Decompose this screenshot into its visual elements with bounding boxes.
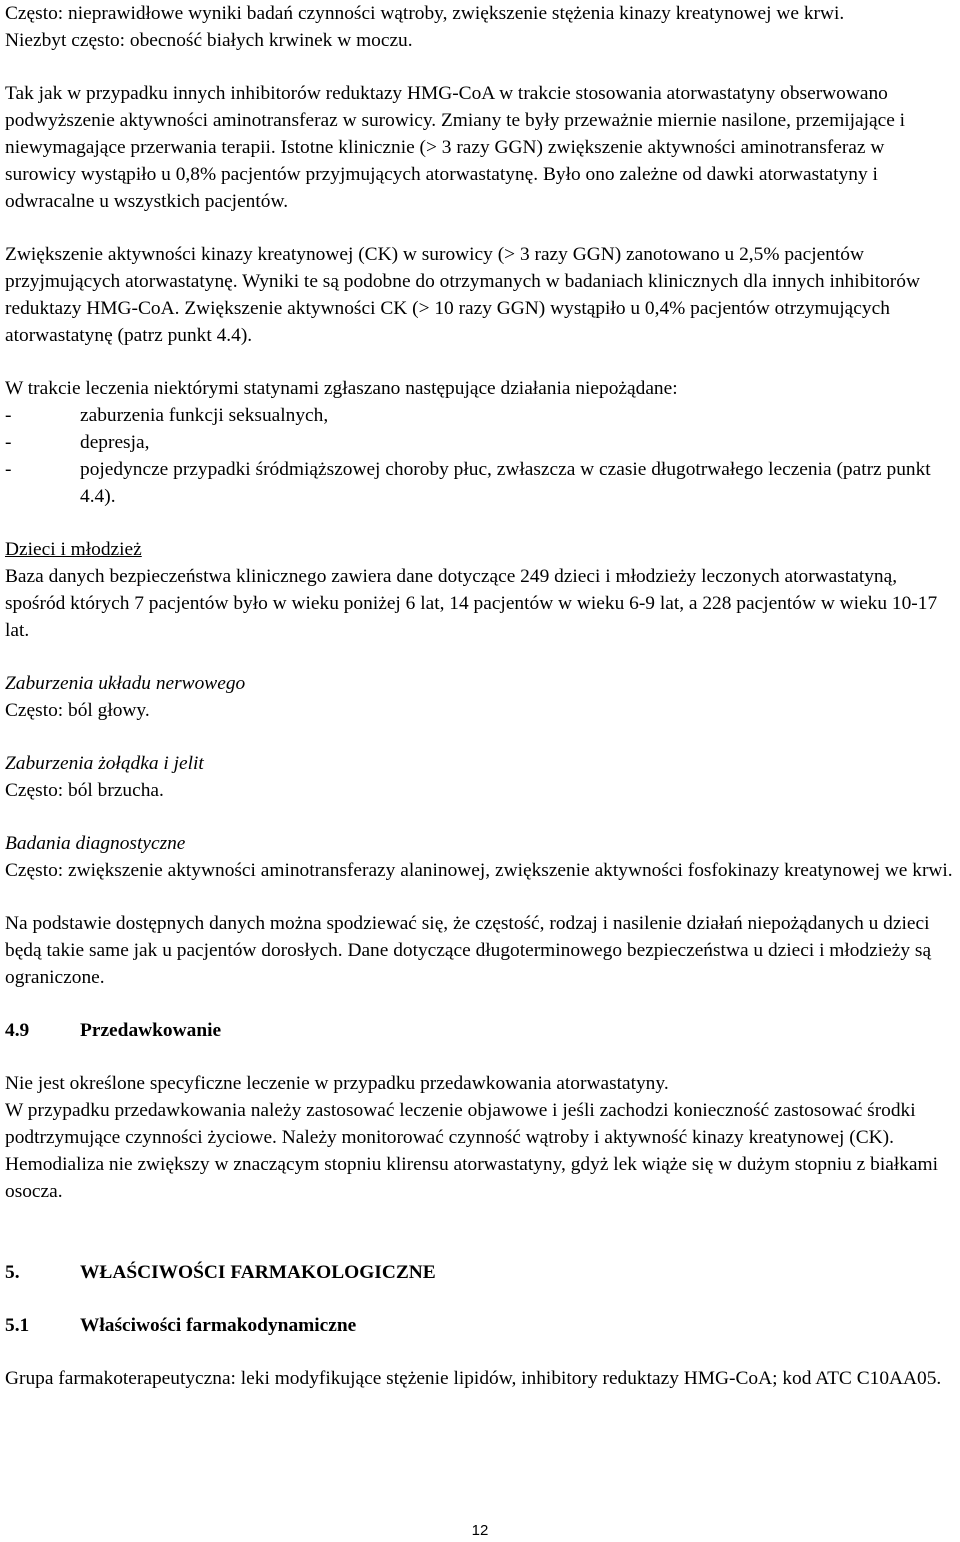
section-5-heading xyxy=(5,1259,955,1286)
section-number: 5. xyxy=(5,1262,20,1283)
diagnostics-text: Często: zwiększenie aktywności aminotransferazy alaninowej, zwiększenie aktywności fosfokinazy kreatynowej we krwi. xyxy=(5,860,953,881)
document-page xyxy=(5,0,955,1392)
section-title: Przedawkowanie xyxy=(80,1020,222,1041)
gastro-text: Często: ból brzucha. xyxy=(5,780,164,801)
list-dash: - xyxy=(5,432,12,453)
intro-line-leukocytes: Niezbyt często: obecność białych krwinek w moczu. xyxy=(5,30,413,51)
list-item xyxy=(5,429,955,456)
section-5-1-heading xyxy=(5,1312,955,1339)
overdose-line: Nie jest określone specyficzne leczenie w przypadku przedawkowania atorwastatyny. xyxy=(5,1073,669,1094)
list-item-text: pojedyncze przypadki śródmiąższowej choroby płuc, zwłaszcza w czasie długotrwałego leczenia (patrz punkt 4.4). xyxy=(80,459,931,507)
gastro-heading: Zaburzenia żołądka i jelit xyxy=(5,753,204,774)
page-number: 12 xyxy=(471,1522,489,1539)
nervous-system-heading: Zaburzenia układu nerwowego xyxy=(5,673,246,694)
list-dash: - xyxy=(5,459,12,480)
list-dash: - xyxy=(5,405,12,426)
list-item-text: depresja, xyxy=(80,432,150,453)
diagnostics-heading: Badania diagnostyczne xyxy=(5,833,186,854)
intro-line-cpk: Często: nieprawidłowe wyniki badań czynności wątroby, zwiększenie stężenia kinazy kreatynowej we krwi. xyxy=(5,3,845,24)
paragraph-creatine-kinase: Zwiększenie aktywności kinazy kreatynowej (CK) w surowicy (> 3 razy GGN) zanotowano u 2,5% pacjentów przyjmujących atorwastatynę. Wyniki te są podobne do otrzymanych w badaniach klinicznych dla innych inhibitorów reduktazy HMG-CoA. Zwiększenie aktywności CK (> 10 razy GGN) wystąpiło u 0,4% pacjentów otrzymujących atorwastatynę (patrz punkt 4.4). xyxy=(5,244,920,346)
pediatric-text: Baza danych bezpieczeństwa klinicznego zawiera dane dotyczące 249 dzieci i młodzieży leczonych atorwastatyną, spośród których 7 pacjentów było w wieku poniżej 6 lat, 14 pacjentów w wieku 6-9 lat, a 228 pacjentów w wieku 10-17 lat. xyxy=(5,566,938,641)
section-title: WŁAŚCIWOŚCI FARMAKOLOGICZNE xyxy=(80,1262,436,1283)
pediatric-summary: Na podstawie dostępnych danych można spodziewać się, że częstość, rodzaj i nasilenie działań niepożądanych u dzieci będą takie same jak u pacjentów dorosłych. Dane dotyczące długoterminowego bezpieczeństwa u dzieci i młodzieży są ograniczone. xyxy=(5,913,932,988)
pharmacotherapeutic-group: Grupa farmakoterapeutyczna: leki modyfikujące stężenie lipidów, inhibitory reduktazy HMG-CoA; kod ATC C10AA05. xyxy=(5,1368,942,1389)
list-item-text: zaburzenia funkcji seksualnych, xyxy=(80,405,329,426)
list-item xyxy=(5,402,955,429)
overdose-text: W przypadku przedawkowania należy zastosować leczenie objawowe i jeśli zachodzi konieczność zastosować środki podtrzymujące czynności życiowe. Należy monitorować czynność wątroby i aktywność kinazy kreatynowej (CK). Hemodializa nie zwiększy w znaczącym stopniu klirensu atorwastatyny, gdyż lek wiąże się w dużym stopniu z białkami osocza. xyxy=(5,1100,938,1202)
statins-lead: W trakcie leczenia niektórymi statynami zgłaszano następujące działania niepożądane: xyxy=(5,378,678,399)
nervous-system-text: Często: ból głowy. xyxy=(5,700,150,721)
section-number: 5.1 xyxy=(5,1315,30,1336)
section-title: Właściwości farmakodynamiczne xyxy=(80,1315,357,1336)
section-number: 4.9 xyxy=(5,1020,30,1041)
section-4-9-heading xyxy=(5,1017,955,1044)
paragraph-aminotransferases: Tak jak w przypadku innych inhibitorów reduktazy HMG-CoA w trakcie stosowania atorwastatyny obserwowano podwyższenie aktywności aminotransferaz w surowicy. Zmiany te były przeważnie miernie nasilone, przemijające i niewymagające przerwania terapii. Istotne klinicznie (> 3 razy GGN) zwiększenie aktywności aminotransferaz w surowicy wystąpiło u 0,8% pacjentów przyjmujących atorwastatynę. Było ono zależne od dawki atorwastatyny i odwracalne u wszystkich pacjentów. xyxy=(5,83,906,212)
pediatric-heading: Dzieci i młodzież xyxy=(5,539,142,560)
list-item xyxy=(5,456,955,510)
